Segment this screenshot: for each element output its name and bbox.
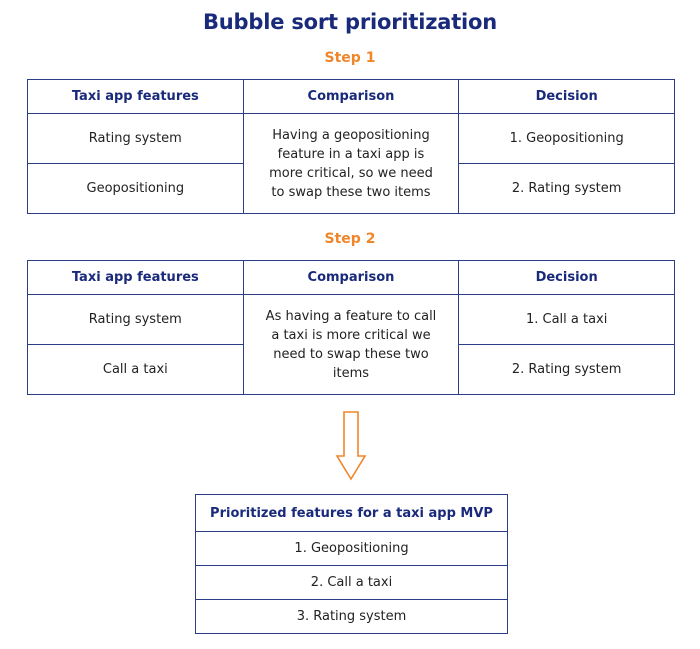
table-header-row <box>196 495 508 532</box>
comparison-cell: As having a feature to call a taxi is more critical we need to swap these two items <box>243 295 459 395</box>
feature-cell: Call a taxi <box>28 345 244 395</box>
feature-cell: Geopositioning <box>28 164 244 214</box>
feature-cell: Rating system <box>28 295 244 345</box>
prioritized-header: Prioritized features for a taxi app MVP <box>196 495 508 532</box>
table-row <box>196 566 508 600</box>
table-row <box>196 532 508 566</box>
feature-cell: Rating system <box>28 114 244 164</box>
step-2-table <box>27 260 675 395</box>
decision-cell: 1. Call a taxi <box>459 295 675 345</box>
prioritized-item: 2. Call a taxi <box>196 566 508 600</box>
step-2-label: Step 2 <box>324 231 376 247</box>
table-row <box>28 295 675 345</box>
prioritized-item: 3. Rating system <box>196 600 508 634</box>
comparison-cell: Having a geopositioning feature in a taxi app is more critical, so we need to swap these two items <box>243 114 459 214</box>
header-decision: Decision <box>459 261 675 295</box>
table-row <box>28 114 675 164</box>
table-row <box>196 600 508 634</box>
header-features: Taxi app features <box>28 80 244 114</box>
decision-cell: 2. Rating system <box>459 345 675 395</box>
header-comparison: Comparison <box>243 80 459 114</box>
table-header-row <box>28 80 675 114</box>
decision-cell: 1. Geopositioning <box>459 114 675 164</box>
decision-cell: 2. Rating system <box>459 164 675 214</box>
step-1-table <box>27 79 675 214</box>
down-arrow-icon <box>335 410 367 482</box>
prioritized-item: 1. Geopositioning <box>196 532 508 566</box>
step-1-label: Step 1 <box>324 50 376 66</box>
header-features: Taxi app features <box>28 261 244 295</box>
table-header-row <box>28 261 675 295</box>
header-decision: Decision <box>459 80 675 114</box>
prioritized-features-table <box>195 494 508 634</box>
page-title: Bubble sort prioritization <box>202 10 498 34</box>
header-comparison: Comparison <box>243 261 459 295</box>
